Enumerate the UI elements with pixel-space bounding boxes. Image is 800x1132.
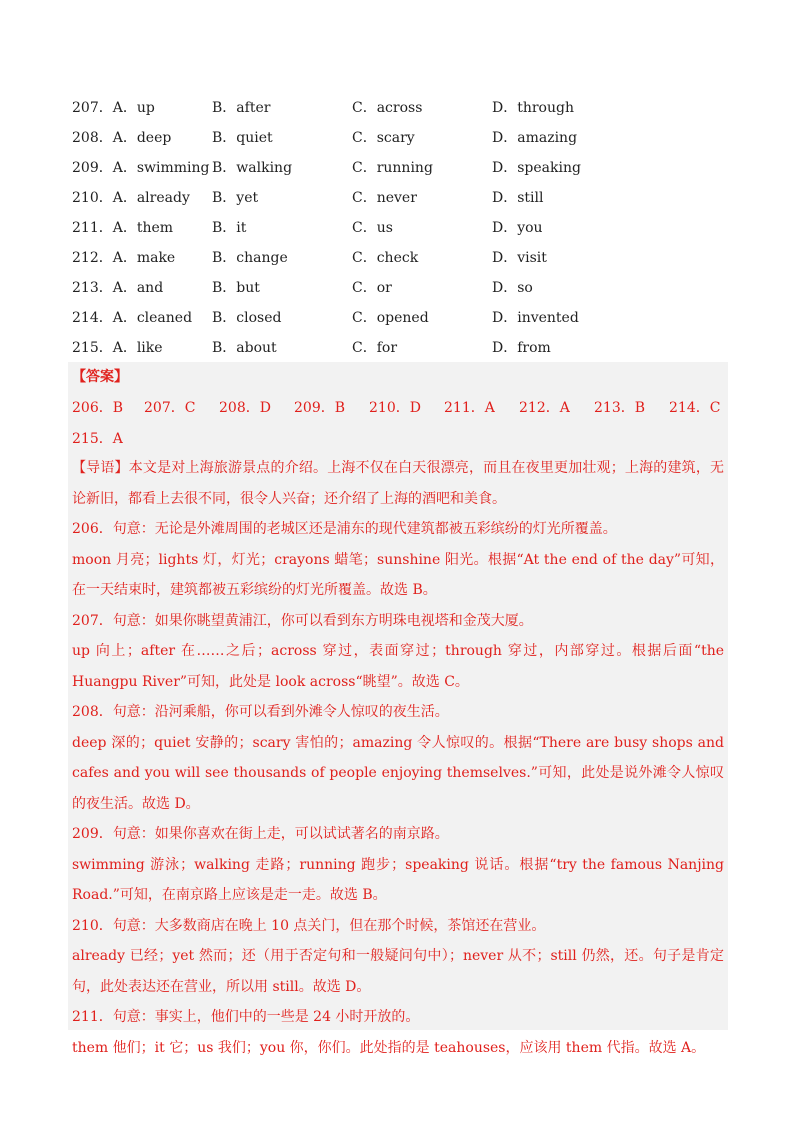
option-d: D．still: [492, 190, 544, 206]
option-a: 212．A．make: [72, 250, 176, 266]
answers-line-2: 215．A: [72, 431, 123, 447]
option-b: B．but: [212, 280, 260, 296]
answer-item: 211．A: [444, 400, 495, 416]
option-c: C．opened: [352, 310, 429, 326]
explanation-sentence: 208．句意：沿河乘船，你可以看到外滩令人惊叹的夜生活。: [72, 704, 449, 720]
answer-item: 212．A: [519, 400, 570, 416]
option-b: B．after: [212, 100, 271, 116]
option-b: B．about: [212, 340, 277, 356]
option-row: [72, 182, 732, 212]
option-c: C．check: [352, 250, 419, 266]
option-c: C．across: [352, 100, 423, 116]
option-c: C．running: [352, 160, 433, 176]
explanation-block: [72, 453, 724, 1063]
option-a: 213．A．and: [72, 280, 164, 296]
option-c: C．us: [352, 220, 393, 236]
guide-text: 【导语】本文是对上海旅游景点的介绍。上海不仅在白天很漂亮，而且在夜里更加壮观；上海的建筑，无论新旧，都看上去很不同，很令人兴奋；还介绍了上海的酒吧和美食。: [72, 460, 724, 507]
option-a: 211．A．them: [72, 220, 174, 236]
option-a: 210．A．already: [72, 190, 190, 206]
option-b: B．closed: [212, 310, 282, 326]
option-d: D．visit: [492, 250, 547, 266]
option-row: [72, 332, 732, 362]
option-a: 214．A．cleaned: [72, 310, 193, 326]
option-a: 207．A．up: [72, 100, 155, 116]
answer-item: 214．C: [669, 400, 721, 416]
option-d: D．you: [492, 220, 543, 236]
option-c: C．never: [352, 190, 417, 206]
option-d: D．invented: [492, 310, 579, 326]
option-d: D．amazing: [492, 130, 578, 146]
option-a: 208．A．deep: [72, 130, 172, 146]
option-a: 215．A．like: [72, 340, 163, 356]
option-row: [72, 152, 732, 182]
option-b: B．quiet: [212, 130, 273, 146]
option-d: D．speaking: [492, 160, 581, 176]
option-c: C．for: [352, 340, 398, 356]
option-row: [72, 272, 732, 302]
explanation-sentence: 206．句意：无论是外滩周围的老城区还是浦东的现代建筑都被五彩缤纷的灯光所覆盖。: [72, 521, 617, 537]
answer-item: 208．D: [219, 400, 271, 416]
option-b: B．change: [212, 250, 288, 266]
explanation-analysis: up 向上；after 在……之后；across 穿过，表面穿过；through 穿过，内部穿过。根据后面“the Huangpu River”可知，此处是 look across“眺望”。故选 C。: [72, 643, 724, 690]
option-d: D．from: [492, 340, 551, 356]
option-d: D．so: [492, 280, 533, 296]
answer-heading: 【答案】: [72, 369, 128, 385]
answer-item: 213．B: [594, 400, 646, 416]
explanation-analysis: swimming 游泳；walking 走路；running 跑步；speaking 说话。根据“try the famous Nanjing Road.”可知，在南京路上应该是走一走。故选 B。: [72, 856, 724, 903]
explanation-sentence: 210．句意：大多数商店在晚上 10 点关门，但在那个时候，茶馆还在营业。: [72, 917, 546, 934]
explanation-analysis: deep 深的；quiet 安静的；scary 害怕的；amazing 令人惊叹的。根据“There are busy shops and cafes and you will see thousands of people enjoying themselves.”可知，此处是说外滩令人惊叹的夜生活。故选 D。: [72, 734, 724, 812]
option-row: [72, 212, 732, 242]
explanation-sentence: 211．句意：事实上，他们中的一些是 24 小时开放的。: [72, 1009, 420, 1025]
options-table: [72, 92, 732, 362]
answer-item: 209．B: [294, 400, 346, 416]
explanation-analysis: moon 月亮；lights 灯，灯光；crayons 蜡笔；sunshine 阳光。根据“At the end of the day”可知，在一天结束时，建筑都被五彩缤纷的灯光所覆盖。故选 B。: [72, 551, 724, 598]
option-a: 209．A．swimming: [72, 160, 210, 176]
explanation-sentence: 207．句意：如果你眺望黄浦江，你可以看到东方明珠电视塔和金茂大厦。: [72, 612, 533, 629]
answer-item: 206．B: [72, 400, 124, 416]
answer-item: 210．D: [369, 400, 421, 416]
option-b: B．it: [212, 220, 247, 236]
option-c: C．scary: [352, 130, 415, 146]
option-row: [72, 242, 732, 272]
answers-line-1: [72, 397, 744, 417]
explanation-list: [72, 514, 724, 1063]
option-row: [72, 302, 732, 332]
option-d: D．through: [492, 100, 574, 116]
option-b: B．yet: [212, 190, 259, 206]
explanation-analysis: them 他们；it 它；us 我们；you 你，你们。此处指的是 teahouses，应该用 them 代指。故选 A。: [72, 1039, 706, 1056]
explanation-sentence: 209．句意：如果你喜欢在街上走，可以试试著名的南京路。: [72, 826, 449, 842]
explanation-analysis: already 已经；yet 然而；还（用于否定句和一般疑问句中）；never 从不；still 仍然，还。句子是肯定句，此处表达还在营业，所以用 still。故选 D。: [72, 948, 724, 995]
option-b: B．walking: [212, 160, 293, 176]
answer-item: 207．C: [144, 400, 196, 416]
option-row: [72, 122, 732, 152]
option-c: C．or: [352, 280, 392, 296]
option-row: [72, 92, 732, 122]
